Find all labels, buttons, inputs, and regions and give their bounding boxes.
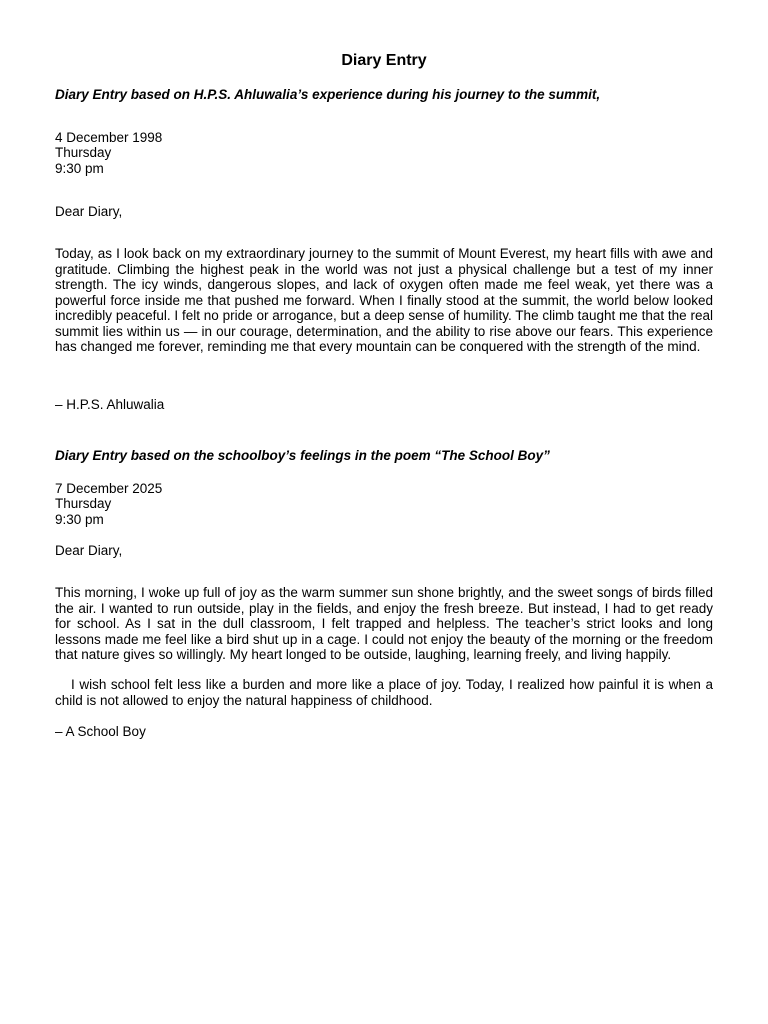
entry1-salutation: Dear Diary, [55, 204, 123, 219]
document-page [55, 0, 713, 1024]
entry2-salutation: Dear Diary, [55, 543, 123, 558]
entry1-heading: Diary Entry based on H.P.S. Ahluwalia’s experience during his journey to the summit, [55, 87, 601, 102]
document-title: Diary Entry [341, 52, 427, 69]
entry2-date: 7 December 2025 [55, 481, 163, 496]
entry2-day: Thursday [55, 496, 112, 511]
entry2-time: 9:30 pm [55, 512, 104, 527]
entry1-signature: – H.P.S. Ahluwalia [55, 397, 165, 412]
entry1-day: Thursday [55, 145, 112, 160]
entry2-body-paragraph-1: This morning, I woke up full of joy as the warm summer sun shone brightly, and the sweet songs of birds filled the air. I wanted to run outside, play in the fields, and enjoy the fresh breeze. But instead, I had to get ready for school. As I sat in the dull classroom, I felt trapped and helpless. The teacher’s strict looks and long lessons made me feel like a bird shut up in a cage. I could not enjoy the beauty of the morning or the freedom that nature gives so willingly. My heart longed to be outside, laughing, learning freely, and living happily. [55, 585, 713, 662]
entry1-body: Today, as I look back on my extraordinary journey to the summit of Mount Everest, my heart fills with awe and gratitude. Climbing the highest peak in the world was not just a physical challenge but a test of my inner strength. The icy winds, dangerous slopes, and lack of oxygen often made me feel weak, yet there was a powerful force inside me that pushed me forward. When I finally stood at the summit, the world below looked incredibly peaceful. I felt no pride or arrogance, but a deep sense of humility. The climb taught me that the real summit lies within us — in our courage, determination, and the ability to rise above our fears. This experience has changed me forever, reminding me that every mountain can be conquered with the strength of the mind. [55, 246, 713, 354]
entry2-signature: – A School Boy [55, 724, 146, 739]
entry2-body-paragraph-2: I wish school felt less like a burden and more like a place of joy. Today, I realized how painful it is when a child is not allowed to enjoy the natural happiness of childhood. [55, 677, 713, 708]
entry1-date: 4 December 1998 [55, 130, 163, 145]
entry2-heading: Diary Entry based on the schoolboy’s feelings in the poem “The School Boy” [55, 448, 550, 463]
entry1-time: 9:30 pm [55, 161, 104, 176]
